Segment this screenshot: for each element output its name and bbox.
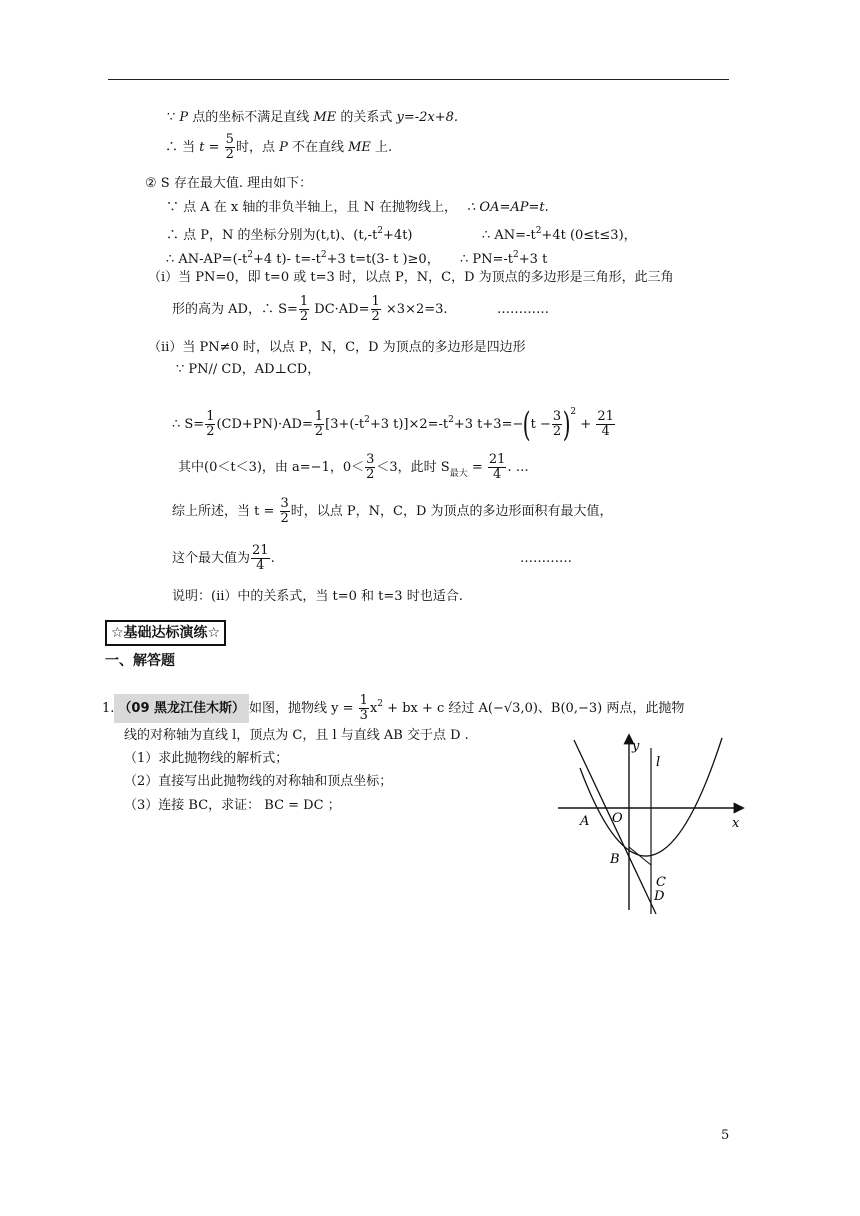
label-b: B <box>610 852 620 867</box>
problem-line-2: 线的对称轴为直线 l，顶点为 C，且 l 与直线 AB 交于点 D . <box>124 728 469 743</box>
text-line-4: ∵ 点 A 在 x 轴的非负半轴上，且 N 在抛物线上， ∴ OA=AP=t. <box>166 200 549 215</box>
parabola-figure <box>550 728 750 918</box>
text-line-8: 形的高为 AD，∴ S= $\frac{1}{2}$ DC·AD= $\frac{1}{2}$ ×3×2=3. <box>172 294 448 324</box>
text-line-5: ∴ 点 P，N 的坐标分别为(t,t)、$(t,-t^2+4t)$ <box>166 226 413 243</box>
text-line-7: （ⅰ）当 PN=0，即 t=0 或 t=3 时，以点 P，N，C，D 为顶点的多边形是三角形，此三角 <box>148 270 674 285</box>
text-line-15: 说明：(ⅱ）中的关系式，当 t=0 和 t=3 时也适合. <box>172 589 463 604</box>
label-c: C <box>656 875 666 890</box>
problem-line-1: 1. （09 黑龙江佳木斯） 如图，抛物线 y = $\frac{1}{3}$ $x^2$ + bx + c 经过 A(−√3,0)、B(0,−3) 两点，此抛物 <box>102 693 685 723</box>
question-3: （3）连接 BC，求证： BC = DC ； <box>124 798 341 813</box>
question-1: （1）求此抛物线的解析式； <box>124 751 289 766</box>
text-line-12: 其中(0＜t＜3)，由 a=−1，0＜ $\frac{3}{2}$ ＜3，此时 $S_{最大}$ = $\frac{21}{4}$ . … <box>178 452 529 482</box>
label-d: D <box>654 889 665 904</box>
label-y: y <box>632 739 640 754</box>
page-number: 5 <box>721 1128 730 1143</box>
source-tag: （09 黑龙江佳木斯） <box>114 694 249 723</box>
label-l: l <box>656 755 661 770</box>
fraction: $\frac{5}{2}$ <box>225 132 234 162</box>
text-line-2: ∴ 当 t = $\frac{5}{2}$ 时，点 P 不在直线 ME 上. <box>165 132 393 162</box>
label-a: A <box>580 814 590 829</box>
text-line-13: 综上所述，当 t = $\frac{3}{2}$ 时，以点 P，N，C，D 为顶点的多边形面积有最大值， <box>172 496 613 526</box>
label-o: O <box>612 811 623 826</box>
header-rule <box>108 79 729 80</box>
text-line-6: ∴ $AN-AP=(-t^2+4$ t)- $t=-t^2+3$ t=t(3- t )≥0， <box>166 250 440 267</box>
text-line-9: （ⅱ）当 PN≠0 时，以点 P，N，C，D 为顶点的多边形是四边形 <box>148 340 526 355</box>
text-line-11: ∴ S= $\frac{1}{2}$ (CD+PN)·AD= $\frac{1}{2}$ [$3+(-t^2+3$ $t)]\times 2=-t^2+3$ t+3=−(t − $\frac{3}{2}$ )$^2$ + $\frac{21}{4}$ <box>172 404 614 445</box>
section-title: ☆基础达标演练☆ <box>105 620 226 646</box>
text-line-3: ② S 存在最大值. 理由如下： <box>145 176 313 191</box>
question-2: （2）直接写出此抛物线的对称轴和顶点坐标； <box>124 774 393 789</box>
heading: 一、解答题 <box>105 653 175 669</box>
text-line-14: 这个最大值为 $\frac{21}{4}$ . <box>172 543 275 573</box>
text-line-10: ∵ PN// CD，AD⊥CD， <box>176 362 321 377</box>
text-line-5b: ∴ $AN=-t^2+4t$ (0≤t≤3)， <box>482 226 637 243</box>
text-line-1: ∵ P 点的坐标不满足直线 ME 的关系式 y=-2x+8. <box>167 110 459 125</box>
text-line-6b: ∴ $PN=-t^2+3$ t <box>460 250 548 267</box>
dots-1: ………… <box>497 302 549 317</box>
label-x: x <box>732 816 740 831</box>
dots-2: ………… <box>520 551 572 566</box>
